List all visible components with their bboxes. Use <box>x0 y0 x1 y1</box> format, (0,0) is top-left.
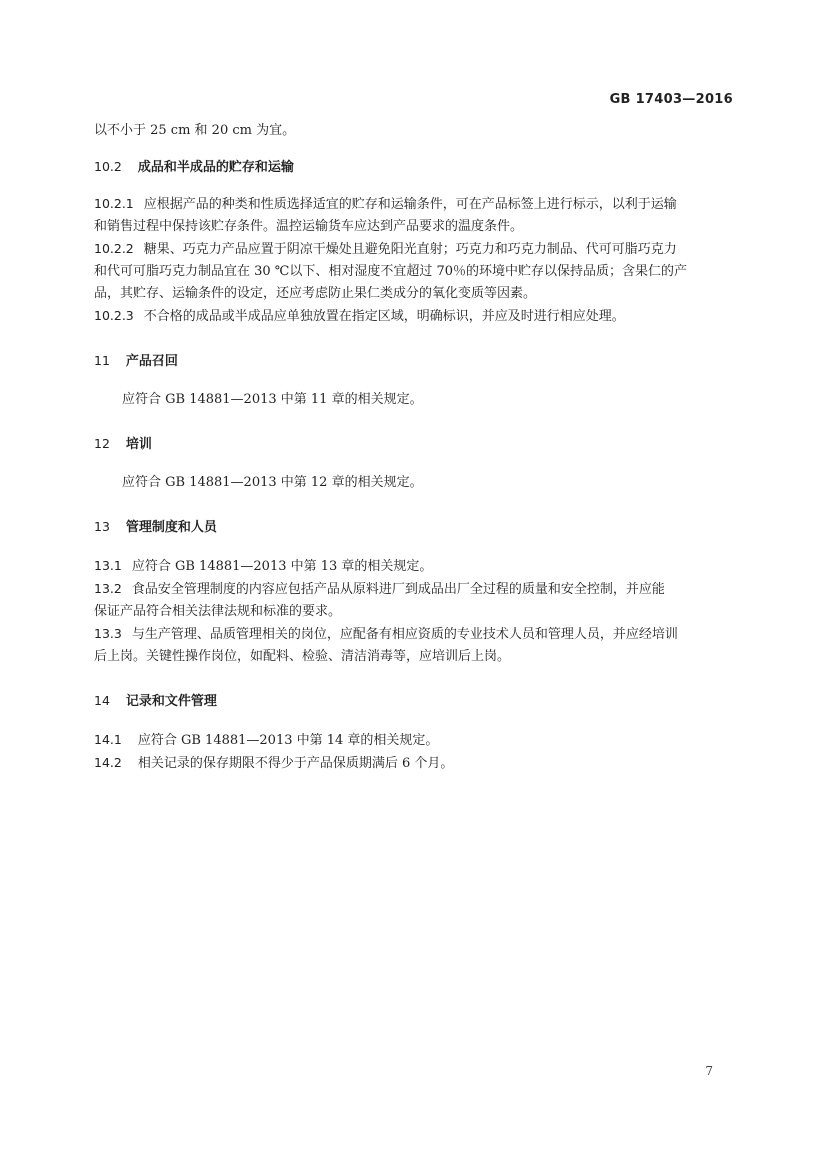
clause-text: 相关记录的保存期限不得少于产品保质期满后 6 个月。 <box>137 756 454 771</box>
section-12-heading <box>94 433 734 456</box>
page-number: 7 <box>705 1064 713 1078</box>
section-14-heading <box>94 690 734 713</box>
section-10-2-heading <box>94 156 734 179</box>
clause-13-2 <box>94 578 734 623</box>
clause-10-2-3 <box>94 305 734 328</box>
section-number: 10.2 <box>94 159 122 174</box>
clause-number: 13.1 <box>94 558 122 573</box>
clause-text: 糖果、巧克力产品应置于阴凉干燥处且避免阳光直射；巧克力和巧克力制品、代可可脂巧克力 <box>143 242 677 257</box>
section-number: 12 <box>94 436 110 451</box>
document-body <box>94 120 734 775</box>
clause-number: 13.2 <box>94 581 122 596</box>
clause-text: 不合格的成品或半成品应单独放置在指定区域，明确标识，并应及时进行相应处理。 <box>143 309 625 324</box>
section-number: 13 <box>94 519 110 534</box>
clause-text: 和销售过程中保持该贮存条件。温控运输货车应达到产品要求的温度条件。 <box>94 219 524 234</box>
clause-text: 应根据产品的种类和性质选择适宜的贮存和运输条件，可在产品标签上进行标示，以利于运输 <box>143 197 677 212</box>
clause-14-1 <box>94 729 734 752</box>
section-title: 管理制度和人员 <box>125 520 217 535</box>
continued-line: 以不小于 25 cm 和 20 cm 为宜。 <box>94 123 296 138</box>
clause-number: 10.2.1 <box>94 196 134 211</box>
clause-13-3 <box>94 623 734 668</box>
clause-10-2-2 <box>94 238 734 305</box>
clause-number: 14.2 <box>94 755 122 770</box>
section-13-heading <box>94 516 734 539</box>
section-title: 成品和半成品的贮存和运输 <box>137 160 294 175</box>
standard-number: GB 17403—2016 <box>609 92 733 107</box>
section-11-body: 应符合 GB 14881—2013 中第 11 章的相关规定。 <box>122 392 423 407</box>
clause-text: 应符合 GB 14881—2013 中第 14 章的相关规定。 <box>137 733 439 748</box>
clause-text: 和代可可脂巧克力制品宜在 30 ℃以下、相对湿度不宜超过 70％的环境中贮存以保持品质；含果仁的产 <box>94 264 688 279</box>
section-title: 记录和文件管理 <box>125 694 217 709</box>
clause-text: 品，其贮存、运输条件的设定，还应考虑防止果仁类成分的氧化变质等因素。 <box>94 286 537 301</box>
clause-text: 保证产品符合相关法律法规和标准的要求。 <box>94 604 342 619</box>
clause-text: 食品安全管理制度的内容应包括产品从原料进厂到成品出厂全过程的质量和安全控制，并应能 <box>131 582 665 597</box>
section-11-heading <box>94 350 734 373</box>
clause-number: 10.2.3 <box>94 308 134 323</box>
clause-number: 13.3 <box>94 626 122 641</box>
section-12-body: 应符合 GB 14881—2013 中第 12 章的相关规定。 <box>122 475 423 490</box>
section-title: 产品召回 <box>125 354 178 369</box>
section-number: 14 <box>94 693 110 708</box>
clause-14-2 <box>94 752 734 775</box>
clause-number: 14.1 <box>94 732 122 747</box>
clause-number: 10.2.2 <box>94 241 134 256</box>
clause-text: 后上岗。关键性操作岗位，如配料、检验、清洁消毒等，应培训后上岗。 <box>94 649 511 664</box>
clause-10-2-1 <box>94 193 734 238</box>
section-number: 11 <box>94 353 110 368</box>
section-title: 培训 <box>125 437 152 452</box>
clause-13-1 <box>94 555 734 578</box>
clause-text: 与生产管理、品质管理相关的岗位，应配备有相应资质的专业技术人员和管理人员，并应经培训 <box>131 627 678 642</box>
clause-text: 应符合 GB 14881—2013 中第 13 章的相关规定。 <box>131 559 433 574</box>
